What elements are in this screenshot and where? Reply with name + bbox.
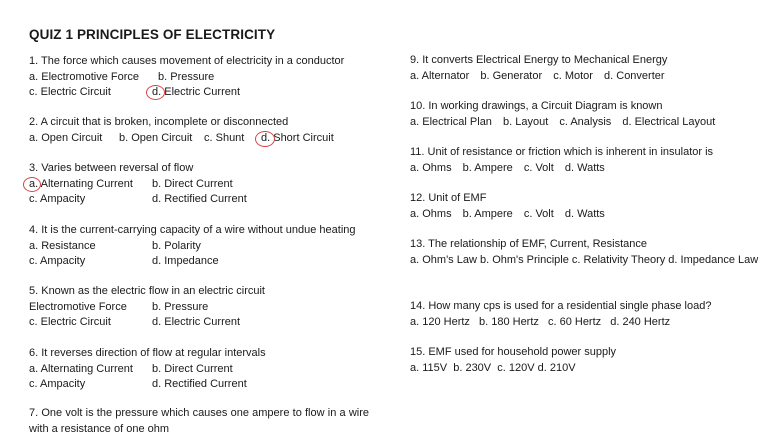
option-b: b. Pressure xyxy=(152,300,209,313)
question-stem: 13. The relationship of EMF, Current, Resistance xyxy=(410,238,648,250)
option-d: d. Electric Current xyxy=(152,86,241,98)
option-c: c. Volt xyxy=(523,207,554,220)
option-c: c. Motor xyxy=(553,69,593,82)
option-row xyxy=(410,115,762,131)
option-a: a. Alternating Current xyxy=(29,362,133,375)
option-a: a. Alternating Current xyxy=(29,177,133,190)
option-row xyxy=(410,315,762,331)
option-d: d. Electrical Layout xyxy=(622,115,716,128)
option-row xyxy=(29,362,379,378)
question-12 xyxy=(410,191,762,222)
option-d: d. Impedance xyxy=(152,255,219,267)
option-b: b. Open Circuit xyxy=(119,131,193,144)
option-b: b. Polarity xyxy=(152,239,201,252)
question-13 xyxy=(410,237,762,268)
question-stem: 7. One volt is the pressure which causes one ampere to flow in a wire with a resistance of one ohm xyxy=(29,407,369,435)
option-b: b. Layout xyxy=(503,115,549,128)
option-c: c. 60 Hertz xyxy=(547,315,602,328)
option-a: Electromotive Force xyxy=(29,300,127,313)
question-stem: 11. Unit of resistance or friction which is inherent in insulator is xyxy=(410,146,714,158)
question-stem: 3. Varies between reversal of flow xyxy=(29,162,194,174)
option-row xyxy=(29,85,379,101)
option-text: a. Ohm's Law b. Ohm's Principle c. Relativity Theory d. Impedance Law xyxy=(410,253,759,266)
option-text: a. 115V b. 230V c. 120V d. 210V xyxy=(410,361,576,374)
option-row xyxy=(29,177,379,193)
option-a: a. Alternator xyxy=(410,69,470,82)
question-11 xyxy=(410,145,762,176)
option-c: c. Ampacity xyxy=(29,378,86,390)
option-c: c. Electric Circuit xyxy=(29,316,111,328)
option-d: d. Rectified Current xyxy=(152,193,247,205)
option-d: d. Rectified Current xyxy=(152,378,247,390)
option-a: a. Ohms xyxy=(410,161,452,174)
option-a: a. Electromotive Force xyxy=(29,70,140,83)
option-d: d. Short Circuit xyxy=(261,131,334,144)
option-row xyxy=(29,192,379,208)
option-row xyxy=(29,239,379,255)
option-a: a. Open Circuit xyxy=(29,131,103,144)
option-b: b. Ampere xyxy=(462,161,513,174)
option-b: b. Direct Current xyxy=(152,177,233,190)
option-row xyxy=(29,300,379,316)
option-b: b. Ampere xyxy=(462,207,513,220)
option-row xyxy=(29,377,379,393)
question-9 xyxy=(410,53,762,84)
option-a: a. Ohms xyxy=(410,207,452,220)
question-14 xyxy=(410,299,762,330)
option-d: d. Converter xyxy=(604,69,665,82)
option-c: c. Shunt xyxy=(204,131,245,144)
option-d: d. Watts xyxy=(564,207,605,220)
option-a: a. Electrical Plan xyxy=(410,115,492,128)
option-row xyxy=(29,315,379,331)
option-c: c. Volt xyxy=(523,161,554,174)
question-15 xyxy=(410,345,762,376)
option-row xyxy=(29,131,379,147)
question-stem: 6. It reverses direction of flow at regular intervals xyxy=(29,347,266,359)
question-stem: 15. EMF used for household power supply xyxy=(410,346,617,358)
option-row xyxy=(29,70,379,86)
option-row xyxy=(410,207,762,223)
option-a: a. Resistance xyxy=(29,239,96,252)
option-d: d. 240 Hertz xyxy=(610,315,671,328)
question-10 xyxy=(410,99,762,130)
question-stem: 5. Known as the electric flow in an electric circuit xyxy=(29,285,265,297)
question-4 xyxy=(29,223,379,270)
option-b: b. Generator xyxy=(480,69,543,82)
question-1 xyxy=(29,54,379,101)
question-6 xyxy=(29,346,379,393)
question-stem: 1. The force which causes movement of electricity in a conductor xyxy=(29,55,345,67)
option-b: b. Pressure xyxy=(158,70,215,83)
option-c: c. Ampacity xyxy=(29,255,86,267)
question-stem: 4. It is the current-carrying capacity of a wire without undue heating xyxy=(29,224,356,236)
question-2 xyxy=(29,115,379,146)
option-b: b. 180 Hertz xyxy=(478,315,539,328)
option-row xyxy=(29,254,379,270)
question-stem: 12. Unit of EMF xyxy=(410,192,487,204)
option-d: d. Watts xyxy=(564,161,605,174)
option-a: a. 120 Hertz xyxy=(410,315,470,328)
option-c: c. Ampacity xyxy=(29,193,86,205)
option-b: b. Direct Current xyxy=(152,362,233,375)
question-3 xyxy=(29,161,379,208)
question-stem: 9. It converts Electrical Energy to Mechanical Energy xyxy=(410,54,668,66)
question-7 xyxy=(29,406,369,437)
option-row xyxy=(410,161,762,177)
page-title: QUIZ 1 PRINCIPLES OF ELECTRICITY xyxy=(29,27,276,42)
question-stem: 2. A circuit that is broken, incomplete or disconnected xyxy=(29,116,289,128)
option-d: d. Electric Current xyxy=(152,316,241,328)
question-5 xyxy=(29,284,379,331)
option-c: c. Electric Circuit xyxy=(29,86,111,98)
question-stem: 14. How many cps is used for a residential single phase load? xyxy=(410,300,712,312)
option-row xyxy=(410,69,762,85)
question-stem: 10. In working drawings, a Circuit Diagram is known xyxy=(410,100,663,112)
option-c: c. Analysis xyxy=(559,115,612,128)
